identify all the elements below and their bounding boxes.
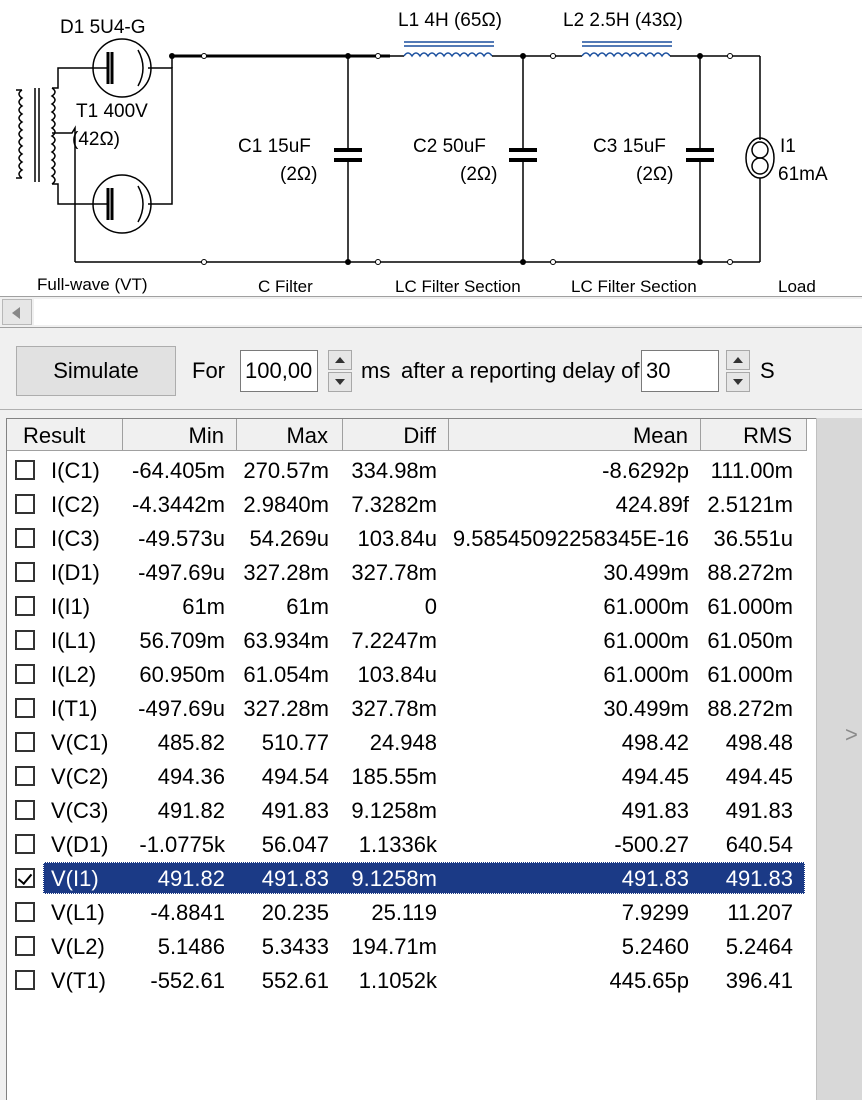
cell-mean: 30.499m	[603, 696, 689, 721]
simulation-toolbar	[0, 332, 862, 410]
cell-max: 270.57m	[243, 458, 329, 483]
cell-min: 491.82	[157, 866, 225, 891]
section-label-c-filter: C Filter	[258, 277, 313, 296]
delay-input[interactable]: 30	[641, 350, 719, 392]
cell-min: 5.1486	[157, 934, 225, 959]
label-c1-res: (2Ω)	[280, 164, 318, 185]
simulate-button[interactable]: Simulate	[16, 346, 176, 396]
delay-label: after a reporting delay of	[401, 358, 640, 383]
row-checkbox[interactable]	[15, 868, 35, 888]
section-label-lc2: LC Filter Section	[571, 277, 697, 296]
column-header-result[interactable]: Result	[7, 419, 123, 451]
cell-name: I(D1)	[51, 560, 100, 585]
cell-max: 63.934m	[243, 628, 329, 653]
label-d1: D1 5U4-G	[60, 17, 146, 38]
cell-name: I(I1)	[51, 594, 91, 619]
section-label-lc1: LC Filter Section	[395, 277, 521, 296]
cell-min: -64.405m	[132, 458, 225, 483]
cell-mean: 61.000m	[603, 594, 689, 619]
cell-name: V(I1)	[51, 866, 99, 891]
section-label-fullwave: Full-wave (VT)	[37, 275, 148, 294]
cell-rms: 2.5121m	[707, 492, 793, 517]
table-header	[7, 419, 816, 453]
label-c3-res: (2Ω)	[636, 164, 674, 185]
cell-min: 56.709m	[139, 628, 225, 653]
cell-name: I(L2)	[51, 662, 97, 687]
label-i1-name: I1	[780, 136, 796, 157]
cell-max: 510.77	[261, 730, 329, 755]
table-row[interactable]	[7, 589, 816, 623]
cell-max: 491.83	[261, 798, 329, 823]
cell-max: 61m	[286, 594, 329, 619]
table-row[interactable]	[7, 861, 816, 895]
cell-max: 20.235	[261, 900, 329, 925]
section-label-load: Load	[778, 277, 816, 296]
table-row[interactable]	[7, 521, 816, 555]
cell-diff: 1.1052k	[358, 968, 437, 993]
cell-diff: 1.1336k	[358, 832, 437, 857]
cell-name: I(C3)	[51, 526, 100, 551]
cell-min: -552.61	[150, 968, 225, 993]
duration-up-icon[interactable]	[328, 350, 352, 370]
horizontal-scrollbar[interactable]	[0, 296, 862, 328]
cell-name: V(C3)	[51, 798, 109, 823]
for-label: For	[192, 358, 225, 383]
inductor-l2-coil	[582, 53, 670, 56]
cell-min: -4.8841	[150, 900, 225, 925]
cell-name: I(C1)	[51, 458, 100, 483]
cell-rms: 61.000m	[707, 662, 793, 687]
scroll-track[interactable]	[34, 299, 862, 325]
label-c1-name: C1 15uF	[238, 136, 311, 157]
cell-min: 494.36	[157, 764, 225, 789]
cell-max: 56.047	[261, 832, 329, 857]
row-checkbox[interactable]	[15, 698, 35, 718]
cell-diff: 334.98m	[351, 458, 437, 483]
cell-rms: 88.272m	[707, 696, 793, 721]
row-checkbox[interactable]	[15, 902, 35, 922]
cell-diff: 9.1258m	[351, 798, 437, 823]
cell-max: 491.83	[261, 866, 329, 891]
row-checkbox[interactable]	[15, 732, 35, 752]
cell-max: 5.3433	[261, 934, 329, 959]
cell-rms: 491.83	[725, 798, 793, 823]
cell-min: 485.82	[157, 730, 225, 755]
cell-rms: 494.45	[725, 764, 793, 789]
cell-rms: 61.000m	[707, 594, 793, 619]
cell-diff: 0	[424, 594, 437, 619]
transformer-primary	[19, 90, 22, 178]
cell-diff: 327.78m	[351, 560, 437, 585]
table-row[interactable]	[7, 895, 816, 929]
cell-mean: 61.000m	[603, 662, 689, 687]
cell-min: -497.69u	[138, 696, 225, 721]
column-header-min[interactable]: Min	[123, 419, 237, 451]
cell-diff: 24.948	[369, 730, 437, 755]
table-row[interactable]	[7, 759, 816, 793]
duration-spinner[interactable]	[328, 350, 352, 392]
cell-diff: 185.55m	[351, 764, 437, 789]
table-row[interactable]	[7, 725, 816, 759]
table-row[interactable]	[7, 691, 816, 725]
row-checkbox[interactable]	[15, 970, 35, 990]
cell-mean: 424.89f	[615, 492, 689, 517]
table-row[interactable]	[7, 929, 816, 963]
column-header-rms[interactable]: RMS	[701, 419, 807, 451]
label-l2: L2 2.5H (43Ω)	[563, 10, 683, 31]
cell-rms: 5.2464	[725, 934, 793, 959]
cell-rms: 396.41	[725, 968, 793, 993]
cell-name: V(L2)	[51, 934, 105, 959]
cell-diff: 7.3282m	[351, 492, 437, 517]
cell-mean: 491.83	[621, 866, 689, 891]
row-checkbox[interactable]	[15, 664, 35, 684]
cell-name: I(L1)	[51, 628, 97, 653]
cell-rms: 498.48	[725, 730, 793, 755]
cell-name: I(C2)	[51, 492, 100, 517]
row-checkbox[interactable]	[15, 630, 35, 650]
row-checkbox[interactable]	[15, 936, 35, 956]
vertical-scrollbar[interactable]	[816, 418, 862, 1100]
cell-name: V(C1)	[51, 730, 109, 755]
label-i1-value: 61mA	[778, 164, 828, 185]
column-header-diff[interactable]: Diff	[343, 419, 449, 451]
table-row[interactable]	[7, 487, 816, 521]
cell-rms: 36.551u	[713, 526, 793, 551]
cell-max: 61.054m	[243, 662, 329, 687]
cell-mean: 61.000m	[603, 628, 689, 653]
cell-mean: 30.499m	[603, 560, 689, 585]
cell-rms: 88.272m	[707, 560, 793, 585]
row-checkbox[interactable]	[15, 596, 35, 616]
table-row[interactable]	[7, 657, 816, 691]
cell-max: 54.269u	[249, 526, 329, 551]
duration-down-icon[interactable]	[328, 372, 352, 392]
cell-diff: 103.84u	[357, 662, 437, 687]
cell-min: -1.0775k	[139, 832, 225, 857]
cell-mean: 445.65p	[609, 968, 689, 993]
cell-name: V(T1)	[51, 968, 106, 993]
cell-name: V(C2)	[51, 764, 109, 789]
cell-mean: 494.45	[621, 764, 689, 789]
cell-diff: 194.71m	[351, 934, 437, 959]
row-checkbox[interactable]	[15, 800, 35, 820]
ms-label: ms	[361, 358, 391, 383]
label-t1-name: T1 400V	[76, 101, 148, 122]
circuit-schematic	[0, 0, 862, 296]
cell-max: 327.28m	[243, 560, 329, 585]
cell-min: -497.69u	[138, 560, 225, 585]
row-checkbox[interactable]	[15, 834, 35, 854]
table-row[interactable]	[7, 555, 816, 589]
cell-rms: 640.54	[725, 832, 793, 857]
inductor-l1-coil	[404, 53, 492, 56]
row-checkbox[interactable]	[15, 460, 35, 480]
cell-mean: 498.42	[621, 730, 689, 755]
table-row[interactable]	[7, 793, 816, 827]
cell-diff: 327.78m	[351, 696, 437, 721]
row-checkbox[interactable]	[15, 766, 35, 786]
cell-diff: 25.119	[371, 900, 437, 925]
cell-diff: 103.84u	[357, 526, 437, 551]
row-checkbox[interactable]	[15, 528, 35, 548]
cell-mean: 9.58545092258345E-16	[452, 526, 689, 551]
cell-max: 552.61	[261, 968, 329, 993]
label-l1: L1 4H (65Ω)	[398, 10, 502, 31]
cell-min: 60.950m	[139, 662, 225, 687]
table-row[interactable]	[7, 453, 816, 487]
column-header-mean[interactable]: Mean	[449, 419, 701, 451]
cell-max: 327.28m	[243, 696, 329, 721]
table-row[interactable]	[7, 623, 816, 657]
delay-up-icon[interactable]	[726, 350, 750, 370]
cell-rms: 111.00m	[710, 458, 793, 483]
cell-mean: 7.9299	[621, 900, 689, 925]
s-label: S	[760, 358, 775, 383]
label-c2-name: C2 50uF	[413, 136, 486, 157]
results-table	[6, 418, 816, 1100]
table-row[interactable]	[7, 963, 816, 997]
table-row[interactable]	[7, 827, 816, 861]
cell-diff: 9.1258m	[351, 866, 437, 891]
cell-mean: -500.27	[614, 832, 689, 857]
cell-rms: 491.83	[725, 866, 793, 891]
cell-min: 491.82	[157, 798, 225, 823]
cell-min: -49.573u	[138, 526, 225, 551]
cell-mean: 5.2460	[621, 934, 689, 959]
label-t1-res: (42Ω)	[72, 129, 120, 150]
cell-name: V(L1)	[51, 900, 105, 925]
transformer-secondary	[52, 88, 55, 184]
cell-max: 2.9840m	[243, 492, 329, 517]
row-checkbox[interactable]	[15, 562, 35, 582]
cell-max: 494.54	[261, 764, 329, 789]
cell-rms: 61.050m	[707, 628, 793, 653]
scroll-left-button[interactable]	[2, 299, 32, 325]
cell-min: -4.3442m	[132, 492, 225, 517]
cell-diff: 7.2247m	[351, 628, 437, 653]
row-checkbox[interactable]	[15, 494, 35, 514]
cell-rms: 11.207	[727, 900, 793, 925]
column-header-max[interactable]: Max	[237, 419, 343, 451]
cell-name: V(D1)	[51, 832, 109, 857]
delay-spinner[interactable]	[726, 350, 750, 392]
label-c2-res: (2Ω)	[460, 164, 498, 185]
cell-mean: 491.83	[621, 798, 689, 823]
cell-name: I(T1)	[51, 696, 98, 721]
expand-arrow-icon[interactable]: >	[845, 722, 858, 747]
cell-min: 61m	[182, 594, 225, 619]
cell-mean: -8.6292p	[602, 458, 689, 483]
duration-input[interactable]: 100,00	[240, 350, 318, 392]
delay-down-icon[interactable]	[726, 372, 750, 392]
label-c3-name: C3 15uF	[593, 136, 666, 157]
